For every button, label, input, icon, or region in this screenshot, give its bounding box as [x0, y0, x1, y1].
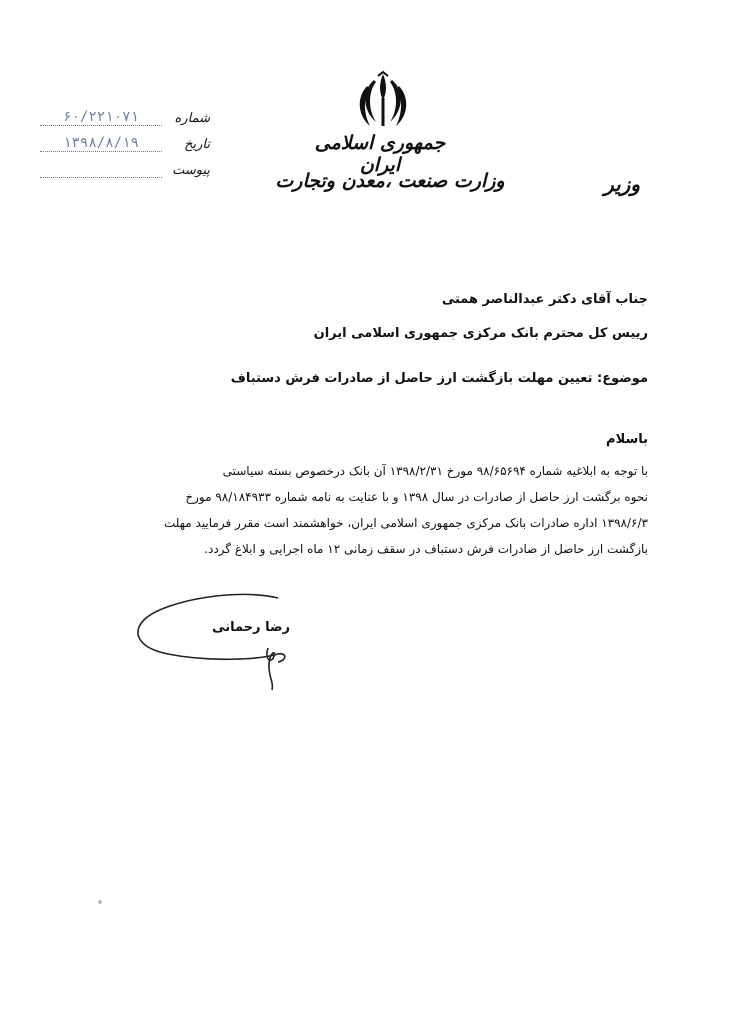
- addressee-position: رییس کل محترم بانک مرکزی جمهوری اسلامی ایران: [313, 326, 648, 341]
- signature-name: رضا رحمانی: [212, 620, 290, 635]
- scan-speck: [98, 900, 102, 904]
- letter-greeting: باسلام: [606, 432, 648, 447]
- date-value: ۱۳۹۸/۸/۱۹: [40, 135, 162, 152]
- attachment-row: [40, 156, 210, 178]
- number-row: [40, 104, 210, 126]
- iran-emblem-icon: [352, 70, 414, 132]
- signature-scribble: [128, 590, 328, 700]
- letter-subject: موضوع: تعیین مهلت بازگشت ارز حاصل از صادرات فرش دستباف: [230, 371, 648, 386]
- minister-title: وزیر: [604, 172, 640, 196]
- date-label: تاریخ: [184, 137, 210, 152]
- ministry-title: وزارت صنعت ،معدن وتجارت: [275, 170, 505, 192]
- country-title: جمهوری اسلامی ایران: [314, 132, 446, 176]
- letter-meta: [40, 104, 210, 182]
- body-line: با توجه به ابلاغیه شماره ۹۸/۶۵۶۹۴ مورخ ۱۳۹۸/۲/۳۱ آن بانک درخصوص بسته سیاستی: [222, 464, 648, 478]
- attachment-value: [40, 177, 162, 178]
- attachment-label: پیوست: [172, 163, 210, 178]
- letter-body: [148, 458, 648, 562]
- body-line: بازگشت ارز حاصل از صادرات فرش دستباف در سقف زمانی ۱۲ ماه اجرایی و ابلاغ گردد.: [204, 542, 648, 556]
- body-line: نحوه برگشت ارز حاصل از صادرات در سال ۱۳۹۸ و با عنایت به نامه شماره ۹۸/۱۸۴۹۳۳ مورخ: [185, 490, 648, 504]
- body-line: ۱۳۹۸/۶/۳ اداره صادرات بانک مرکزی جمهوری اسلامی ایران، خواهشمند است مقرر فرمایید مهلت: [163, 516, 648, 530]
- addressee-name: جناب آقای دکتر عبدالناصر همتی: [441, 292, 648, 307]
- number-label: شماره: [174, 111, 210, 126]
- number-value: ۶۰/۲۲۱۰۷۱: [40, 109, 162, 126]
- date-row: [40, 130, 210, 152]
